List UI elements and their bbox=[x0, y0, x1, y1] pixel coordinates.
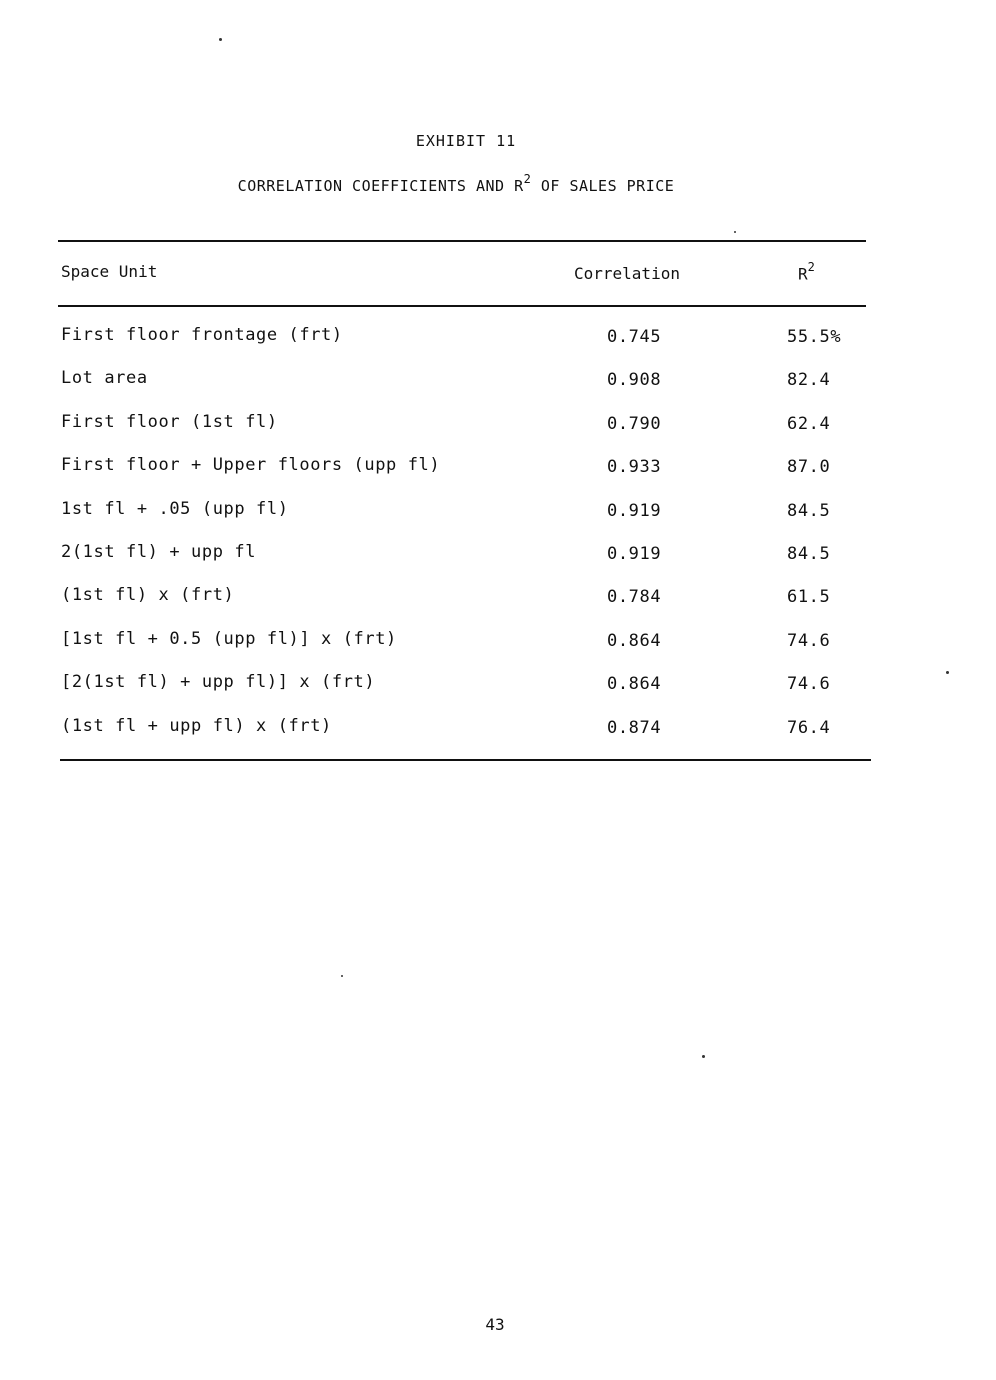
header-correlation: Correlation bbox=[574, 264, 680, 283]
exhibit-title bbox=[0, 174, 912, 195]
cell-correlation: 0.919 bbox=[607, 543, 662, 564]
scan-speck bbox=[946, 671, 949, 674]
cell-space-unit: (1st fl) x (frt) bbox=[61, 585, 235, 606]
cell-correlation: 0.790 bbox=[607, 413, 662, 434]
table-row bbox=[0, 672, 996, 715]
scan-speck bbox=[702, 1055, 705, 1058]
table-row bbox=[0, 542, 996, 585]
cell-r-squared: 82.4 bbox=[787, 370, 831, 391]
header-r-squared-base: R bbox=[798, 264, 808, 284]
cell-space-unit: (1st fl + upp fl) x (frt) bbox=[61, 715, 332, 736]
cell-correlation: 0.745 bbox=[607, 327, 662, 347]
cell-correlation: 0.784 bbox=[607, 587, 662, 608]
table-row bbox=[0, 325, 996, 368]
table-header-rule bbox=[58, 305, 866, 307]
header-space-unit: Space Unit bbox=[61, 262, 158, 281]
cell-r-squared: 76.4 bbox=[787, 717, 831, 738]
cell-space-unit: 2(1st fl) + upp fl bbox=[61, 541, 257, 562]
cell-r-squared: 74.6 bbox=[787, 674, 831, 695]
cell-correlation: 0.864 bbox=[607, 630, 662, 651]
scan-speck bbox=[734, 231, 736, 233]
cell-r-squared: 84.5 bbox=[787, 500, 831, 521]
table-row bbox=[0, 716, 996, 759]
cell-r-squared: 74.6 bbox=[787, 630, 831, 651]
header-r-squared bbox=[798, 262, 815, 283]
cell-correlation: 0.874 bbox=[607, 717, 662, 738]
cell-space-unit: Lot area bbox=[61, 368, 148, 389]
header-r-squared-superscript: 2 bbox=[807, 260, 815, 274]
cell-correlation: 0.908 bbox=[607, 370, 662, 391]
exhibit-title-suffix: OF SALES PRICE bbox=[531, 177, 675, 195]
cell-r-squared: 87.0 bbox=[787, 457, 831, 478]
cell-space-unit: First floor (1st fl) bbox=[61, 411, 278, 432]
cell-space-unit: First floor frontage (frt) bbox=[61, 325, 343, 345]
cell-r-squared: 84.5 bbox=[787, 543, 831, 564]
table-row bbox=[0, 455, 996, 498]
cell-correlation: 0.933 bbox=[607, 457, 662, 478]
table-body bbox=[0, 325, 996, 759]
table-row bbox=[0, 368, 996, 411]
cell-correlation: 0.919 bbox=[607, 500, 662, 521]
table-row bbox=[0, 412, 996, 455]
exhibit-title-prefix: CORRELATION COEFFICIENTS AND R bbox=[237, 177, 524, 195]
table-row bbox=[0, 499, 996, 542]
cell-space-unit: First floor + Upper floors (upp fl) bbox=[61, 455, 441, 476]
cell-r-squared: 62.4 bbox=[787, 413, 831, 434]
cell-space-unit: [1st fl + 0.5 (upp fl)] x (frt) bbox=[61, 628, 397, 649]
cell-r-squared: 55.5% bbox=[787, 327, 842, 347]
page-number: 43 bbox=[485, 1315, 505, 1334]
table-row bbox=[0, 629, 996, 672]
scan-speck bbox=[341, 975, 343, 977]
table-row bbox=[0, 585, 996, 628]
cell-space-unit: [2(1st fl) + upp fl)] x (frt) bbox=[61, 672, 376, 693]
scan-speck bbox=[219, 38, 222, 41]
exhibit-title-superscript: 2 bbox=[523, 172, 532, 186]
cell-space-unit: 1st fl + .05 (upp fl) bbox=[61, 498, 289, 519]
cell-r-squared: 61.5 bbox=[787, 587, 831, 608]
exhibit-label: EXHIBIT 11 bbox=[415, 132, 517, 150]
table-bottom-rule bbox=[60, 759, 871, 761]
table-top-rule bbox=[58, 240, 866, 242]
cell-correlation: 0.864 bbox=[607, 674, 662, 695]
